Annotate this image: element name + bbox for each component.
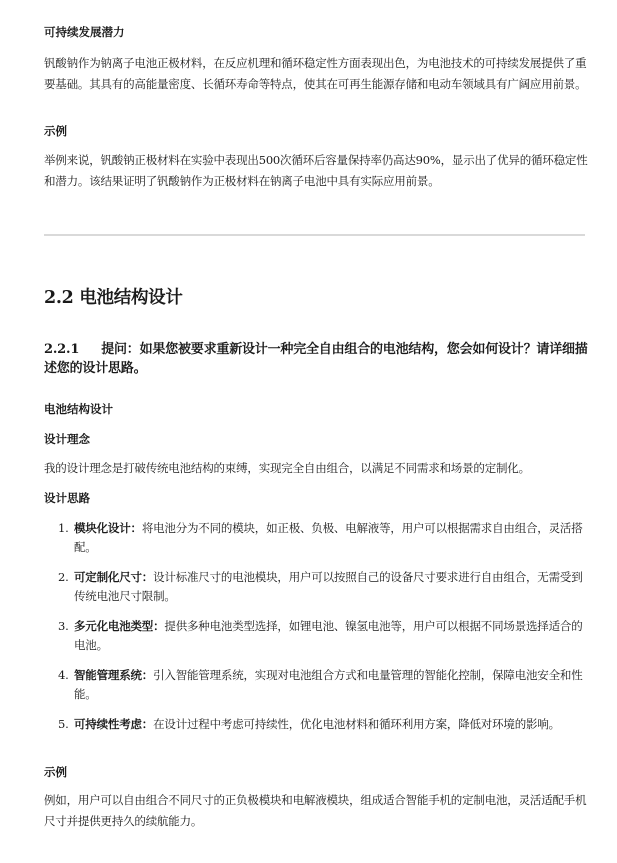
- list-item-text: 设计标准尺寸的电池模块，用户可以按照自己的设备尺寸要求进行自由组合，无需受到传统电池尺寸限制。: [74, 570, 583, 603]
- design-approach-list: [44, 519, 588, 745]
- list-item-label: 可定制化尺寸：: [74, 570, 154, 584]
- list-item-index: 5.: [58, 717, 69, 731]
- list-item: [44, 715, 588, 734]
- sustainability-heading: 可持续发展潜力: [44, 25, 125, 39]
- example-2-heading: 示例: [44, 765, 67, 779]
- list-item-label: 可持续性考虑：: [74, 717, 154, 731]
- design-concept-paragraph: 我的设计理念是打破传统电池结构的束缚，实现完全自由组合，以满足不同需求和场景的定制化。: [44, 461, 530, 475]
- subsection-number: 2.2.1: [44, 342, 80, 357]
- design-concept-heading: 设计理念: [44, 432, 90, 446]
- list-item-index: 1.: [58, 521, 69, 535]
- design-title: 电池结构设计: [44, 402, 113, 416]
- list-item: [44, 617, 588, 655]
- list-item: [44, 568, 588, 606]
- list-item-index: 4.: [58, 668, 69, 682]
- subsection-question: 提问：如果您被要求重新设计一种完全自由组合的电池结构，您会如何设计？请详细描述您的设计思路。: [44, 342, 588, 376]
- list-item-text: 提供多种电池类型选择，如锂电池、镍氢电池等，用户可以根据不同场景选择适合的电池。: [74, 619, 583, 652]
- list-item-text: 在设计过程中考虑可持续性，优化电池材料和循环利用方案，降低对环境的影响。: [153, 717, 560, 731]
- list-item: [44, 666, 588, 704]
- example-paragraph: 举例来说，钒酸钠正极材料在实验中表现出500次循环后容量保持率仍高达90%，显示出了优异的循环稳定性和潜力。该结果证明了钒酸钠作为正极材料在钠离子电池中具有实际应用前景。: [44, 153, 588, 188]
- example-2-paragraph: 例如，用户可以自由组合不同尺寸的正负极模块和电解液模块，组成适合智能手机的定制电池，灵活适配手机尺寸并提供更持久的续航能力。: [44, 793, 587, 828]
- list-item-index: 2.: [58, 570, 69, 584]
- list-item-text: 引入智能管理系统，实现对电池组合方式和电量管理的智能化控制，保障电池安全和性能。: [74, 668, 583, 701]
- list-item-label: 模块化设计：: [74, 521, 142, 535]
- example-heading: 示例: [44, 124, 67, 138]
- section-heading-2-2: 2.2 电池结构设计: [44, 288, 183, 308]
- list-item-text: 将电池分为不同的模块，如正极、负极、电解液等，用户可以根据需求自由组合，灵活搭配。: [74, 521, 583, 554]
- list-item: [44, 519, 588, 557]
- section-divider: [44, 234, 585, 236]
- list-item-label: 多元化电池类型：: [74, 619, 165, 633]
- sustainability-paragraph: 钒酸钠作为钠离子电池正极材料，在反应机理和循环稳定性方面表现出色，为电池技术的可持续发展提供了重要基础。其具有的高能量密度、长循环寿命等特点，使其在可再生能源存储和电动车领域具有广阔应用前景。: [44, 56, 587, 91]
- list-item-label: 智能管理系统：: [74, 668, 154, 682]
- design-approach-heading: 设计思路: [44, 491, 90, 505]
- list-item-index: 3.: [58, 619, 69, 633]
- subsection-heading-2-2-1: [44, 340, 588, 378]
